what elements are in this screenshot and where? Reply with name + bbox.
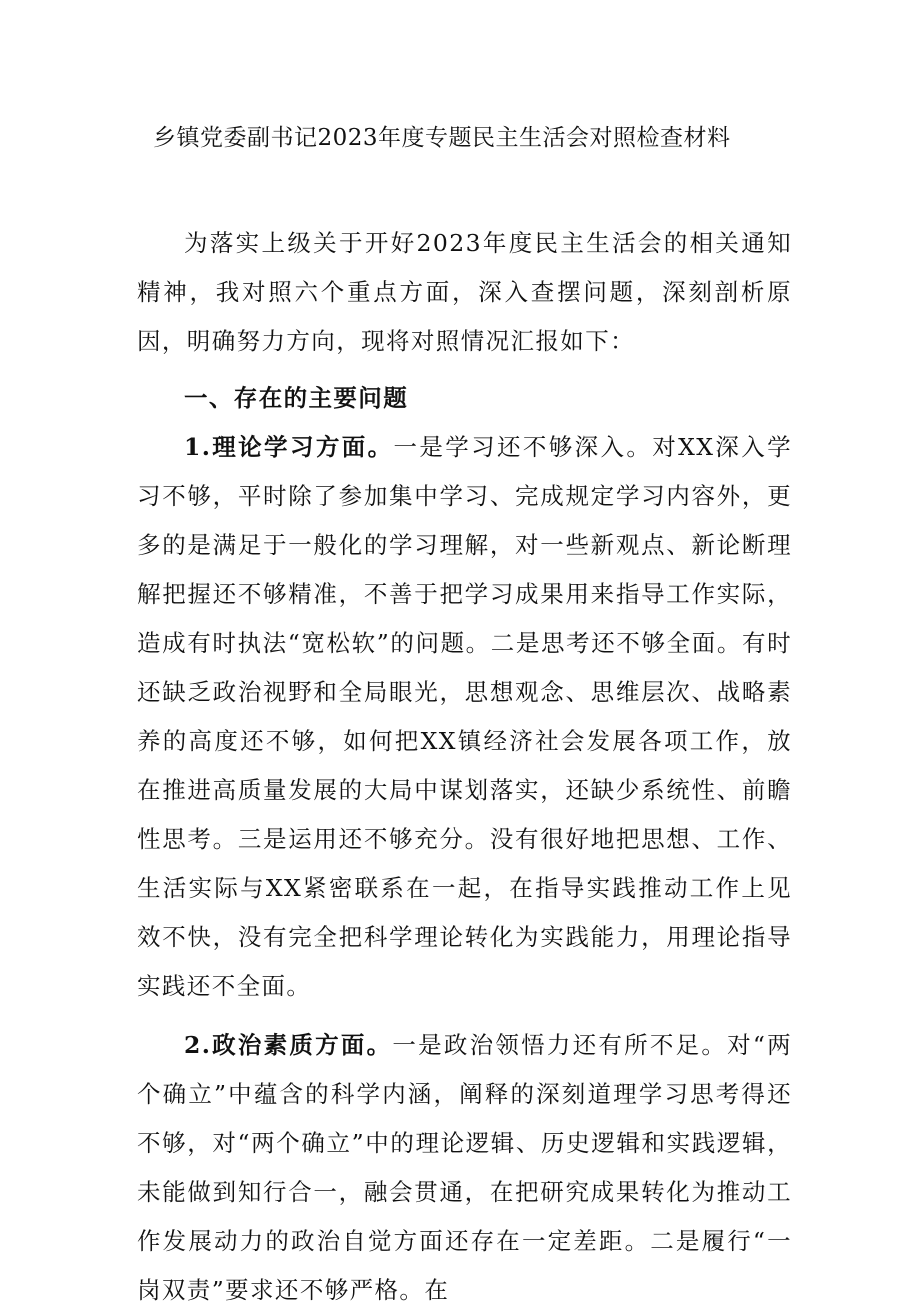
item-lead: 1.理论学习方面。	[184, 433, 394, 461]
section-heading: 一、存在的主要问题	[184, 384, 409, 412]
item-body: 一是政治领悟力还有所不足。对“两个确立”中蕴含的科学内涵，阐释的深刻道理学习思考得还不够，对“两个确立”中的理论逻辑、历史逻辑和实践逻辑，未能做到知行合一，融会贯通，在把研究成果转化为推动工作发展动力的政治自觉方面还存在一定差距。二是履行“一岗双责”要求还不够严格。在	[137, 1031, 792, 1304]
item-lead: 2.政治素质方面。	[184, 1031, 393, 1059]
intro-paragraph: 为落实上级关于开好2023年度民主生活会的相关通知精神，我对照六个重点方面，深入查摆问题，深刻剖析原因，明确努力方向，现将对照情况汇报如下：	[137, 229, 792, 355]
document-title: 乡镇党委副书记2023年度专题民主生活会对照检查材料	[153, 125, 731, 151]
item-paragraph-politics	[137, 1021, 792, 1315]
item-paragraph-theory	[137, 423, 792, 1011]
item-body: 一是学习还不够深入。对XX深入学习不够，平时除了参加集中学习、完成规定学习内容外，更多的是满足于一般化的学习理解，对一些新观点、新论断理解把握还不够精准，不善于把学习成果用来指导工作实际，造成有时执法“宽松软”的问题。二是思考还不够全面。有时还缺乏政治视野和全局眼光，思想观念、思维层次、战略素养的高度还不够，如何把XX镇经济社会发展各项工作，放在推进高质量发展的大局中谋划落实，还缺少系统性、前瞻性思考。三是运用还不够充分。没有很好地把思想、工作、生活实际与XX紧密联系在一起，在指导实践推动工作上见效不快，没有完全把科学理论转化为实践能力，用理论指导实践还不全面。	[137, 433, 792, 1000]
